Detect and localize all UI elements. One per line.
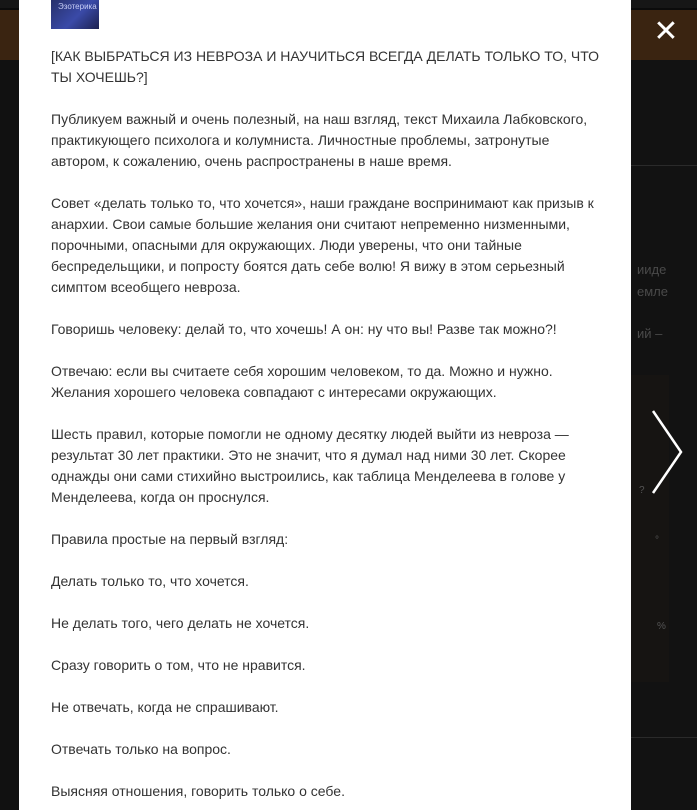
rule-item: Не отвечать, когда не спрашивают. [51, 699, 279, 715]
modal-panel [19, 0, 631, 810]
chevron-right-icon [645, 405, 689, 499]
rule-item: Выясняя отношения, говорить только о себе. [51, 783, 345, 799]
next-button[interactable] [645, 405, 689, 499]
rule-item: Сразу говорить о том, что не нравится. [51, 657, 306, 673]
background-left-strip [0, 60, 19, 810]
close-button[interactable] [648, 14, 684, 50]
thumbnail-label: Эзотерика [58, 2, 97, 11]
background-image-mark: ° [655, 535, 659, 546]
background-text: ииде [637, 262, 667, 277]
close-icon: ✕ [653, 15, 679, 48]
background-text: ий – [637, 326, 663, 341]
post-paragraph: Правила простые на первый взгляд: [51, 531, 289, 547]
post-title: [КАК ВЫБРАТЬСЯ ИЗ НЕВРОЗА И НАУЧИТЬСЯ ВСЕГДА ДЕЛАТЬ ТОЛЬКО ТО, ЧТО ТЫ ХОЧЕШЬ?] [51, 48, 600, 85]
post-paragraph: Шесть правил, которые помогли не одному десятку людей выйти из невроза — результат 30 лет практики. Это не значит, что я думал над ними 30 лет. Скорее однажды они сами стихийно выстроились, как таблица Менделеева в голове у Менделеева, когда он проснулся. [51, 426, 569, 505]
background-image-mark: % [657, 621, 666, 632]
post-paragraph: Говоришь человеку: делай то, что хочешь! А он: ну что вы! Разве так можно?! [51, 321, 557, 337]
post-paragraph: Совет «делать только то, что хочется», наши граждане воспринимают как призыв к анархии. Свои самые большие желания они считают непременно низменными, порочными, опасными для окружающих. Люди уверены, что они тайные беспредельщики, и попросту боятся дать себе волю! Я вижу в этом серьезный симптом всеобщего невроза. [51, 195, 594, 295]
rule-item: Отвечать только на вопрос. [51, 741, 231, 757]
rule-item: Не делать того, чего делать не хочется. [51, 615, 310, 631]
rule-item: Делать только то, что хочется. [51, 573, 249, 589]
background-divider [631, 737, 697, 738]
post-thumbnail [51, 0, 99, 29]
background-image-mark: ? [639, 485, 645, 496]
post-paragraph: Публикуем важный и очень полезный, на наш взгляд, текст Михаила Лабковского, практикующего психолога и колумниста. Личностные проблемы, затронутые автором, к сожалению, очень распространены в наше время. [51, 111, 588, 169]
post-paragraph: Отвечаю: если вы считаете себя хорошим человеком, то да. Можно и нужно. Желания хорошего человека совпадают с интересами окружающих. [51, 363, 553, 400]
background-text: емле [637, 284, 668, 299]
post-text [51, 46, 607, 810]
background-divider [631, 165, 697, 166]
